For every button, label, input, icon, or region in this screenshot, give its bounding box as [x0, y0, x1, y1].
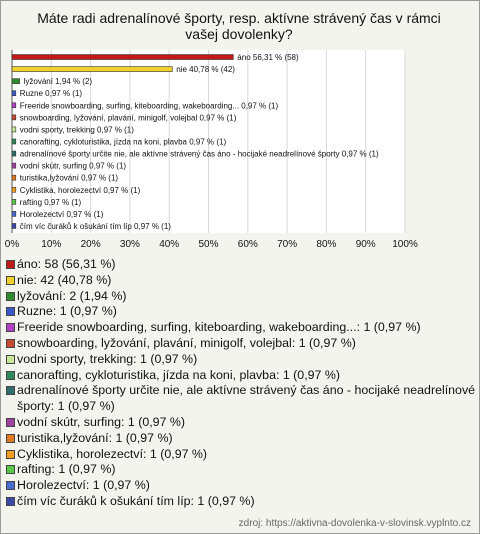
legend-swatch: [6, 339, 15, 348]
legend-label: Cyklistika, horolezectví: 1 (0,97 %): [17, 446, 208, 461]
x-tick-label: 100%: [392, 239, 418, 250]
legend-swatch: [6, 355, 15, 364]
legend-swatch: [6, 450, 15, 459]
legend-item: [6, 336, 476, 352]
bar-chart: [1, 1, 479, 255]
legend-swatch: [6, 260, 15, 269]
bar: [12, 55, 233, 60]
bar-label: Horolezectví 0,97 % (1): [19, 209, 104, 219]
bar: [12, 223, 16, 228]
x-tick-label: 90%: [355, 239, 376, 250]
legend-item: [6, 383, 476, 415]
bar: [12, 151, 16, 156]
legend-label: Horolezectví: 1 (0,97 %): [17, 478, 150, 493]
legend-item: [6, 368, 476, 384]
legend-swatch: [6, 292, 15, 301]
legend-swatch: [6, 371, 15, 380]
bar-label: snowboarding, lyžování, plavání, minigolf, volejbal 0,97 % (1): [19, 113, 237, 123]
source-note: zdroj: https://aktivna-dovolenka-v-slovinsk.vyplnto.cz: [238, 518, 471, 529]
legend-swatch: [6, 276, 15, 285]
bar-label: turistika,lyžování 0,97 % (1): [19, 173, 119, 183]
legend-item: [6, 494, 476, 510]
x-tick-label: 0%: [4, 239, 20, 250]
bar-label: nie 40,78 % (42): [176, 65, 235, 75]
legend-label: canorafting, cykloturistika, jízda na koni, plavba: 1 (0,97 %): [17, 367, 341, 382]
legend-item: [6, 352, 476, 368]
bar: [12, 175, 16, 180]
bar-label: áno 56,31 % (58): [237, 53, 299, 63]
legend-label: turistika,lyžování: 1 (0,97 %): [17, 430, 173, 445]
legend: [6, 257, 476, 510]
legend-swatch: [6, 307, 15, 316]
legend-swatch: [6, 497, 15, 506]
legend-swatch: [6, 386, 15, 395]
legend-item: [6, 478, 476, 494]
bar-label: čím víc čuráků k ošukání tím líp 0,97 % (1): [19, 221, 171, 231]
bar-label: rafting 0,97 % (1): [19, 197, 82, 207]
legend-swatch: [6, 434, 15, 443]
bar: [12, 79, 20, 84]
legend-swatch: [6, 465, 15, 474]
bar: [12, 91, 16, 96]
bar-label: vodní skútr, surfing 0,97 % (1): [19, 161, 127, 171]
bar-label: Freeride snowboarding, surfing, kiteboarding, wakeboarding... 0,97 % (1): [19, 101, 279, 111]
bar-label: adrenalínové športy určite nie, ale aktívne strávený čas áno - hocijaké neadrelínové športy 0,97 % (1): [19, 149, 379, 159]
legend-item: [6, 462, 476, 478]
bar-label: canorafting, cykloturistika, jízda na koni, plavba 0,97 % (1): [19, 137, 227, 147]
legend-item: [6, 304, 476, 320]
legend-item: [6, 431, 476, 447]
legend-label: Ruzne: 1 (0,97 %): [17, 304, 117, 319]
x-tick-label: 40%: [159, 239, 180, 250]
legend-label: snowboarding, lyžování, plavání, minigolf, volejbal: 1 (0,97 %): [17, 335, 356, 350]
x-tick-label: 80%: [316, 239, 337, 250]
bar: [12, 139, 16, 144]
legend-item: [6, 320, 476, 336]
legend-label: čím víc čuráků k ošukání tím líp: 1 (0,97 %): [17, 493, 255, 508]
bar: [12, 127, 16, 132]
legend-swatch: [6, 323, 15, 332]
legend-label: rafting: 1 (0,97 %): [17, 462, 116, 477]
legend-item: [6, 273, 476, 289]
legend-item: [6, 289, 476, 305]
legend-item: [6, 415, 476, 431]
bar-label: vodni sporty, trekking 0,97 % (1): [19, 125, 134, 135]
x-tick-label: 10%: [41, 239, 62, 250]
legend-label: vodni sporty, trekking: 1 (0,97 %): [17, 351, 198, 366]
bar: [12, 103, 16, 108]
bar: [12, 211, 16, 216]
bar-label: lyžování 1,94 % (2): [23, 77, 93, 87]
x-tick-label: 60%: [237, 239, 258, 250]
legend-swatch: [6, 481, 15, 490]
x-tick-label: 70%: [277, 239, 298, 250]
legend-item: [6, 447, 476, 463]
legend-label: áno: 58 (56,31 %): [17, 257, 116, 271]
bar: [12, 67, 172, 72]
x-tick-label: 30%: [119, 239, 140, 250]
bar-label: Ruzne 0,97 % (1): [19, 89, 83, 99]
legend-item: [6, 257, 476, 273]
x-tick-label: 50%: [198, 239, 219, 250]
bar: [12, 199, 16, 204]
bar-label: Cyklistika, horolezectví 0,97 % (1): [19, 185, 141, 195]
legend-swatch: [6, 418, 15, 427]
bar: [12, 163, 16, 168]
bar: [12, 115, 16, 120]
legend-label: nie: 42 (40,78 %): [17, 272, 112, 287]
x-tick-label: 20%: [80, 239, 101, 250]
chart-title: Máte radi adrenalínové športy, resp. aktívne strávený čas v rámci vašej dovolenky?: [37, 10, 441, 42]
legend-label: adrenalínové športy určite nie, ale aktívne strávený čas áno - hocijaké neadrelínové športy: 1 (0,97 %): [17, 383, 476, 414]
legend-label: Freeride snowboarding, surfing, kiteboarding, wakeboarding...: 1 (0,97 %): [17, 320, 421, 335]
legend-label: vodní skútr, surfing: 1 (0,97 %): [17, 414, 186, 429]
bar: [12, 187, 16, 192]
legend-label: lyžování: 2 (1,94 %): [17, 288, 127, 303]
